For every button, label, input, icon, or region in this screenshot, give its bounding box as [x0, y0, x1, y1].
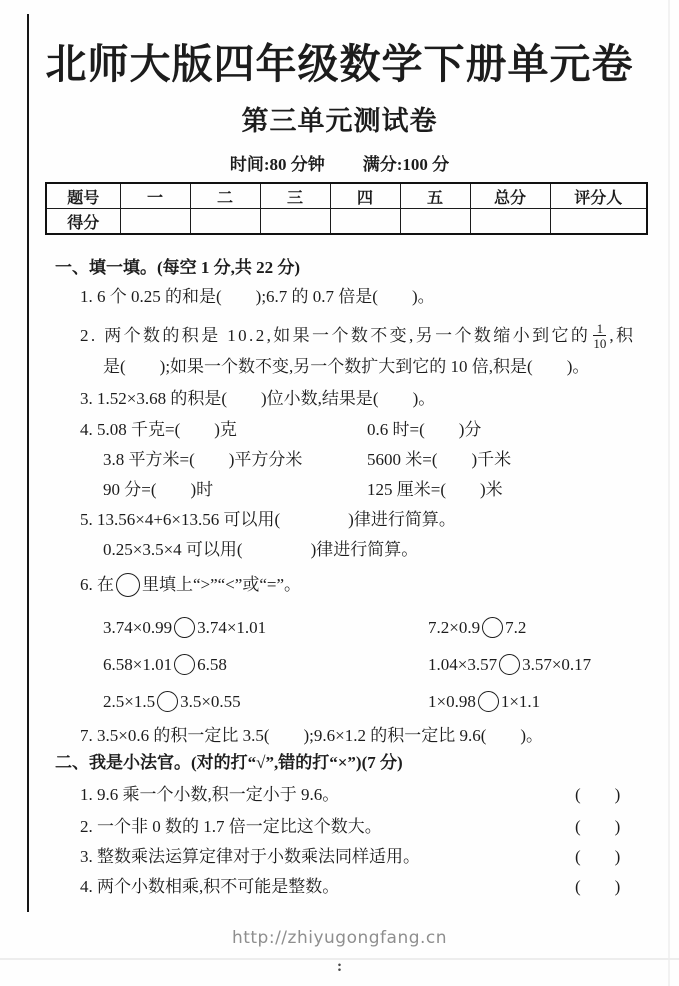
comparison-left [103, 692, 241, 711]
expression: 6.58 [197, 655, 227, 674]
score-table-header-row [46, 183, 647, 209]
answer-bracket: ( ) [575, 847, 621, 866]
exam-meta [0, 150, 679, 175]
question-7: 7. 3.5×0.6 的积一定比 3.5( );9.6×1.2 的积一定比 9.6( )。 [80, 726, 544, 745]
conversion-left: 3.8 平方米=( )平方分米 [103, 450, 303, 469]
comparison-right [428, 654, 591, 676]
comparison-row [55, 691, 649, 713]
answer-bracket: ( ) [575, 877, 621, 896]
blank-circle-icon [478, 691, 499, 712]
question-5-line-1: 5. 13.56×4+6×13.56 可以用( )律进行简算。 [80, 510, 456, 529]
question-5-line-2: 0.25×3.5×4 可以用( )律进行简算。 [103, 540, 419, 559]
question-4-row [55, 419, 649, 441]
section-two-heading: 二、我是小法官。(对的打“√”,错的打“×”)(7 分) [55, 753, 403, 772]
score-header-cell: 二 [190, 183, 260, 209]
score-table-score-row [46, 209, 647, 235]
score-blank-cell [400, 209, 470, 235]
fraction-one-tenth [593, 322, 606, 350]
blank-circle-icon [174, 617, 195, 638]
comparison-right [428, 617, 526, 639]
score-table [45, 182, 648, 235]
score-blank-cell [550, 209, 647, 235]
question-2-text-post: ,积 [609, 326, 636, 345]
expression: 3.57×0.17 [522, 655, 592, 674]
expression: 2.5×1.5 [103, 692, 156, 711]
expression: 1×1.1 [500, 692, 541, 711]
judge-statement: 4. 两个小数相乘,积不可能是整数。 [80, 877, 340, 896]
score-blank-cell [470, 209, 550, 235]
time-limit-label: 时间:80 分钟 [229, 155, 325, 175]
expression: 3.5×0.55 [180, 692, 241, 711]
expression: 3.74×0.99 [103, 618, 173, 637]
footer-mark: : [336, 958, 343, 975]
blank-circle-icon [499, 654, 520, 675]
answer-bracket: ( ) [575, 785, 621, 804]
score-header-cell: 题号 [46, 183, 120, 209]
paper-title: 北师大版四年级数学下册单元卷 [45, 41, 634, 87]
comparison-right [428, 691, 540, 713]
score-row-label: 得分 [46, 209, 120, 235]
footer-url: http://zhiyugongfang.cn [231, 928, 448, 948]
expression: 1.04×3.57 [428, 655, 498, 674]
fraction-numerator: 1 [596, 321, 604, 336]
question-6-heading [80, 573, 649, 597]
score-blank-cell [260, 209, 330, 235]
unit-subtitle: 第三单元测试卷 [241, 106, 438, 137]
comparison-row [55, 617, 649, 639]
comparison-left [103, 655, 227, 674]
conversion-right: 125 厘米=( )米 [367, 480, 503, 499]
expression: 3.74×1.01 [197, 618, 267, 637]
score-header-cell: 三 [260, 183, 330, 209]
question-2-text-pre: 2. 两个数的积是 10.2,如果一个数不变,另一个数缩小到它的 [80, 326, 591, 345]
question-2-line-1 [80, 322, 649, 350]
comparison-row [55, 654, 649, 676]
blank-circle-icon [482, 617, 503, 638]
score-blank-cell [190, 209, 260, 235]
judge-statement: 3. 整数乘法运算定律对于小数乘法同样适用。 [80, 847, 420, 866]
score-header-cell: 五 [400, 183, 470, 209]
paper-body [55, 248, 649, 898]
paper-header [0, 0, 679, 175]
comparison-left [103, 618, 266, 637]
expression: 6.58×1.01 [103, 655, 173, 674]
conversion-right: 5600 米=( )千米 [367, 450, 512, 469]
conversion-right: 0.6 时=( )分 [367, 420, 482, 439]
score-header-cell: 评分人 [550, 183, 647, 209]
question-4-row [55, 449, 649, 471]
question-6-pre: 6. 在 [80, 575, 114, 594]
conversion-left: 90 分=( )时 [103, 480, 214, 499]
question-2-line-2: 是( );如果一个数不变,另一个数扩大到它的 10 倍,积是( )。 [103, 357, 590, 376]
question-3: 3. 1.52×3.68 的积是( )位小数,结果是( )。 [80, 389, 436, 408]
expression: 7.2 [505, 618, 527, 637]
fraction-denominator: 10 [593, 336, 607, 351]
judge-item [55, 846, 649, 868]
judge-statement: 2. 一个非 0 数的 1.7 倍一定比这个数大。 [80, 817, 382, 836]
score-header-cell: 四 [330, 183, 400, 209]
question-6-post: 里填上“>”“<”或“=”。 [142, 575, 302, 594]
expression: 1×0.98 [428, 692, 476, 711]
judge-statement: 1. 9.6 乘一个小数,积一定小于 9.6。 [80, 785, 340, 804]
full-score-label: 满分:100 分 [362, 155, 450, 175]
question-4-row [55, 479, 649, 501]
question-1: 1. 6 个 0.25 的和是( );6.7 的 0.7 倍是( )。 [80, 287, 435, 306]
score-header-cell: 总分 [470, 183, 550, 209]
answer-bracket: ( ) [575, 817, 621, 836]
judge-item [55, 876, 649, 898]
score-blank-cell [330, 209, 400, 235]
blank-circle-icon [116, 573, 140, 597]
judge-item [55, 816, 649, 838]
blank-circle-icon [174, 654, 195, 675]
conversion-left: 4. 5.08 千克=( )克 [80, 420, 237, 439]
score-header-cell: 一 [120, 183, 190, 209]
judge-item [55, 784, 649, 806]
section-one-heading: 一、填一填。(每空 1 分,共 22 分) [55, 258, 301, 277]
score-blank-cell [120, 209, 190, 235]
blank-circle-icon [157, 691, 178, 712]
expression: 7.2×0.9 [428, 618, 481, 637]
